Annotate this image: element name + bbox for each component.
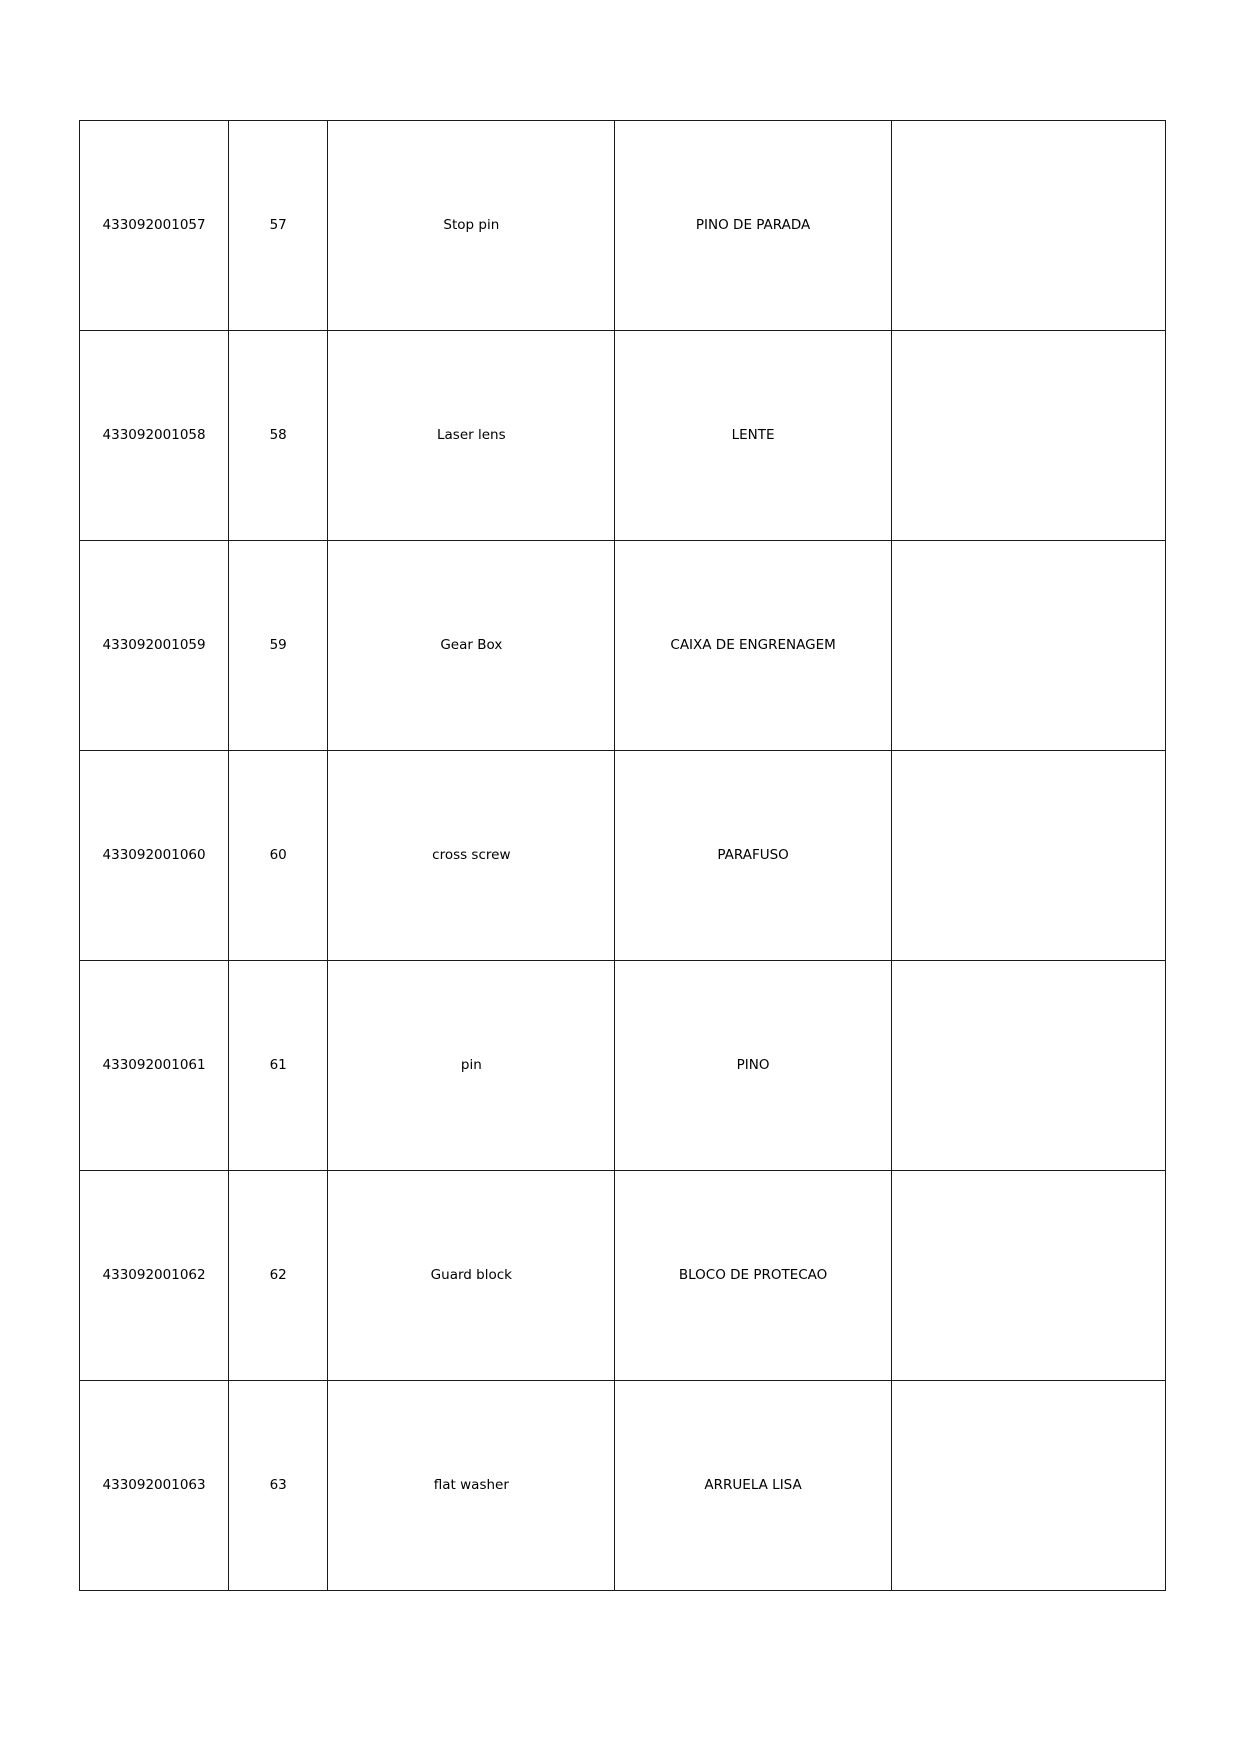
portuguese-name-cell: PARAFUSO (615, 751, 891, 961)
part-code-cell: 433092001058 (80, 331, 229, 541)
part-code-cell: 433092001061 (80, 961, 229, 1171)
blank-cell (891, 331, 1165, 541)
english-name-cell: Guard block (328, 1171, 615, 1381)
portuguese-name-cell: PINO (615, 961, 891, 1171)
english-name-cell: cross screw (328, 751, 615, 961)
table-row (80, 121, 1166, 331)
blank-cell (891, 961, 1165, 1171)
portuguese-name-cell: CAIXA DE ENGRENAGEM (615, 541, 891, 751)
part-code-cell: 433092001057 (80, 121, 229, 331)
blank-cell (891, 1171, 1165, 1381)
blank-cell (891, 121, 1165, 331)
table-row (80, 751, 1166, 961)
blank-cell (891, 541, 1165, 751)
portuguese-name-cell: BLOCO DE PROTECAO (615, 1171, 891, 1381)
table-row (80, 1381, 1166, 1591)
item-number-cell: 63 (229, 1381, 328, 1591)
portuguese-name-cell: ARRUELA LISA (615, 1381, 891, 1591)
english-name-cell: Gear Box (328, 541, 615, 751)
portuguese-name-cell: PINO DE PARADA (615, 121, 891, 331)
table-row (80, 1171, 1166, 1381)
blank-cell (891, 1381, 1165, 1591)
english-name-cell: Laser lens (328, 331, 615, 541)
english-name-cell: pin (328, 961, 615, 1171)
portuguese-name-cell: LENTE (615, 331, 891, 541)
item-number-cell: 61 (229, 961, 328, 1171)
english-name-cell: Stop pin (328, 121, 615, 331)
table-row (80, 961, 1166, 1171)
parts-table (79, 120, 1166, 1591)
item-number-cell: 57 (229, 121, 328, 331)
blank-cell (891, 751, 1165, 961)
item-number-cell: 60 (229, 751, 328, 961)
part-code-cell: 433092001062 (80, 1171, 229, 1381)
english-name-cell: flat washer (328, 1381, 615, 1591)
part-code-cell: 433092001060 (80, 751, 229, 961)
item-number-cell: 62 (229, 1171, 328, 1381)
part-code-cell: 433092001063 (80, 1381, 229, 1591)
item-number-cell: 59 (229, 541, 328, 751)
item-number-cell: 58 (229, 331, 328, 541)
table-row (80, 331, 1166, 541)
part-code-cell: 433092001059 (80, 541, 229, 751)
table-row (80, 541, 1166, 751)
